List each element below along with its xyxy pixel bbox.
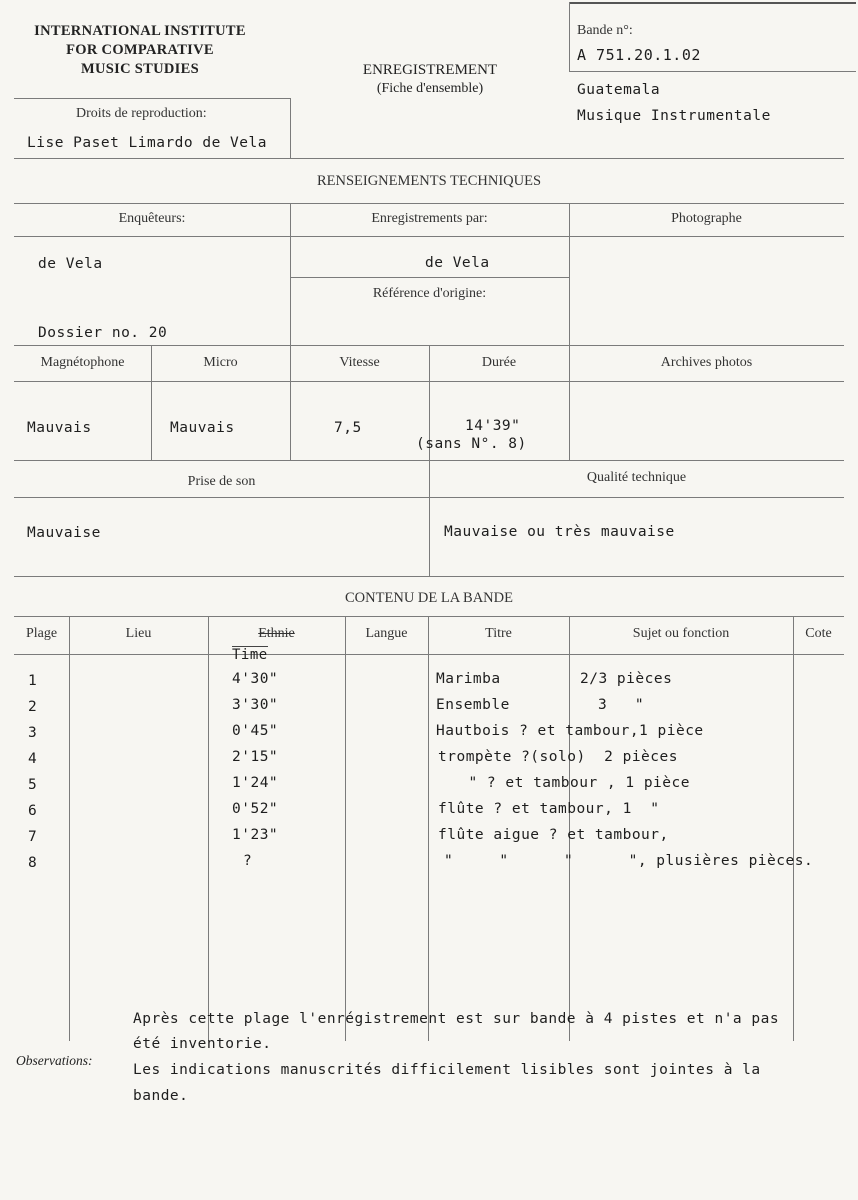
row-8-plage: 8	[28, 855, 38, 871]
row-6-plage: 6	[28, 803, 38, 819]
enregistrements-label: Enregistrements par:	[371, 211, 488, 226]
lieu-header: Lieu	[125, 626, 152, 641]
row-2-sujet: 3 "	[598, 697, 645, 713]
bande-value: A 751.20.1.02	[577, 46, 701, 64]
row-7-titre: flûte aigue ? et tambour,	[438, 827, 669, 843]
micro-value: Mauvais	[170, 420, 235, 436]
dossier-value: Dossier no. 20	[38, 325, 168, 341]
row-3-plage: 3	[28, 725, 38, 741]
col-contents-3	[345, 616, 346, 1041]
row-5-time: 1'24"	[232, 775, 279, 791]
row-1-sujet: 2/3 pièces	[580, 671, 673, 687]
row-2-titre: Ensemble	[436, 697, 510, 713]
micro-label: Micro	[203, 355, 238, 370]
row-1-titre: Marimba	[436, 671, 501, 687]
col-contents-6	[793, 616, 794, 1041]
row-5-plage: 5	[28, 777, 38, 793]
row-4-time: 2'15"	[232, 749, 279, 765]
qualite-technique-label: Qualité technique	[586, 470, 687, 485]
magnetophone-label: Magnétophone	[40, 355, 125, 370]
row-1-time: 4'30"	[232, 671, 279, 687]
col-contents-1	[69, 616, 70, 1041]
sujet-header: Sujet ou fonction	[632, 626, 730, 641]
observations-line-1: Après cette plage l'enrégistrement est sur bande à 4 pistes et n'a pas	[133, 1011, 780, 1027]
rights-label: Droits de reproduction:	[76, 106, 207, 121]
row-4-titre: trompète ?(solo) 2 pièces	[438, 749, 678, 765]
row-8-time: ?	[243, 853, 253, 869]
tech-section-title: RENSEIGNEMENTS TECHNIQUES	[316, 173, 542, 189]
row-1-plage: 1	[28, 673, 38, 689]
ethnie-header: Ethnie	[258, 626, 295, 641]
enregistrements-value: de Vela	[425, 255, 490, 271]
observations-label: Observations:	[16, 1053, 93, 1068]
bande-box-left	[569, 2, 570, 72]
bande-label: Bande n°:	[577, 23, 633, 38]
rule-tech-header-top	[14, 203, 844, 204]
prise-de-son-value: Mauvaise	[27, 525, 101, 541]
rule-prise-bottom	[14, 576, 844, 577]
titre-header: Titre	[485, 626, 512, 641]
col-contents-4	[428, 616, 429, 1041]
institute-line-2: FOR COMPARATIVE	[66, 42, 214, 58]
institute-line-1: INTERNATIONAL INSTITUTE	[34, 23, 246, 39]
duree-label: Durée	[481, 355, 517, 370]
cote-header: Cote	[805, 626, 832, 641]
category-value: Musique Instrumentale	[577, 108, 771, 124]
rule-reference	[290, 277, 569, 278]
bande-box-bottom	[569, 71, 856, 72]
observations-line-4: bande.	[133, 1088, 189, 1104]
enqueteurs-value: de Vela	[38, 256, 103, 272]
col-contents-2	[208, 616, 209, 1041]
row-2-time: 3'30"	[232, 697, 279, 713]
row-5-titre: " ? et tambour , 1 pièce	[450, 775, 690, 791]
row-3-time: 0'45"	[232, 723, 279, 739]
row-2-plage: 2	[28, 699, 38, 715]
contents-section-title: CONTENU DE LA BANDE	[345, 590, 513, 606]
langue-header: Langue	[365, 626, 408, 641]
qualite-technique-value: Mauvaise ou très mauvaise	[444, 524, 675, 540]
enqueteurs-label: Enquêteurs:	[118, 211, 186, 226]
row-8-titre: " " " ", plusières pièces.	[444, 853, 814, 869]
prise-de-son-label: Prise de son	[187, 474, 256, 489]
time-header: Time	[232, 647, 268, 663]
rule-tech-top	[14, 158, 844, 159]
vitesse-value: 7,5	[334, 420, 362, 436]
plage-header: Plage	[25, 626, 58, 641]
duree-note: (sans N°. 8)	[416, 436, 527, 452]
row-3-titre: Hautbois ? et tambour,1 pièce	[436, 723, 704, 739]
rights-value: Lise Paset Limardo de Vela	[27, 135, 267, 151]
rule-contents-header-top	[14, 616, 844, 617]
rule-tech-header-bottom	[14, 236, 844, 237]
magnetophone-value: Mauvais	[27, 420, 92, 436]
row-6-time: 0'52"	[232, 801, 279, 817]
observations-line-3: Les indications manuscrités difficilement lisibles sont jointes à la	[133, 1062, 761, 1078]
row-4-plage: 4	[28, 751, 38, 767]
archives-photos-label: Archives photos	[660, 355, 753, 370]
form-subtitle: (Fiche d'ensemble)	[376, 81, 484, 96]
rights-box-right	[290, 98, 291, 158]
row-7-time: 1'23"	[232, 827, 279, 843]
bande-top-rule	[570, 2, 856, 4]
duree-value: 14'39"	[465, 418, 521, 434]
rule-contents-header-bottom	[14, 654, 844, 655]
photographe-label: Photographe	[671, 211, 742, 226]
observations-line-2: été inventorie.	[133, 1036, 272, 1052]
form-title: ENREGISTREMENT	[362, 62, 498, 78]
row-6-titre: flûte ? et tambour, 1 "	[438, 801, 660, 817]
rights-box-top	[14, 98, 290, 99]
country-value: Guatemala	[577, 82, 661, 98]
institute-line-3: MUSIC STUDIES	[81, 61, 199, 77]
vitesse-label: Vitesse	[339, 355, 380, 370]
institute-name	[10, 22, 270, 79]
reference-label: Référence d'origine:	[372, 286, 487, 301]
row-7-plage: 7	[28, 829, 38, 845]
